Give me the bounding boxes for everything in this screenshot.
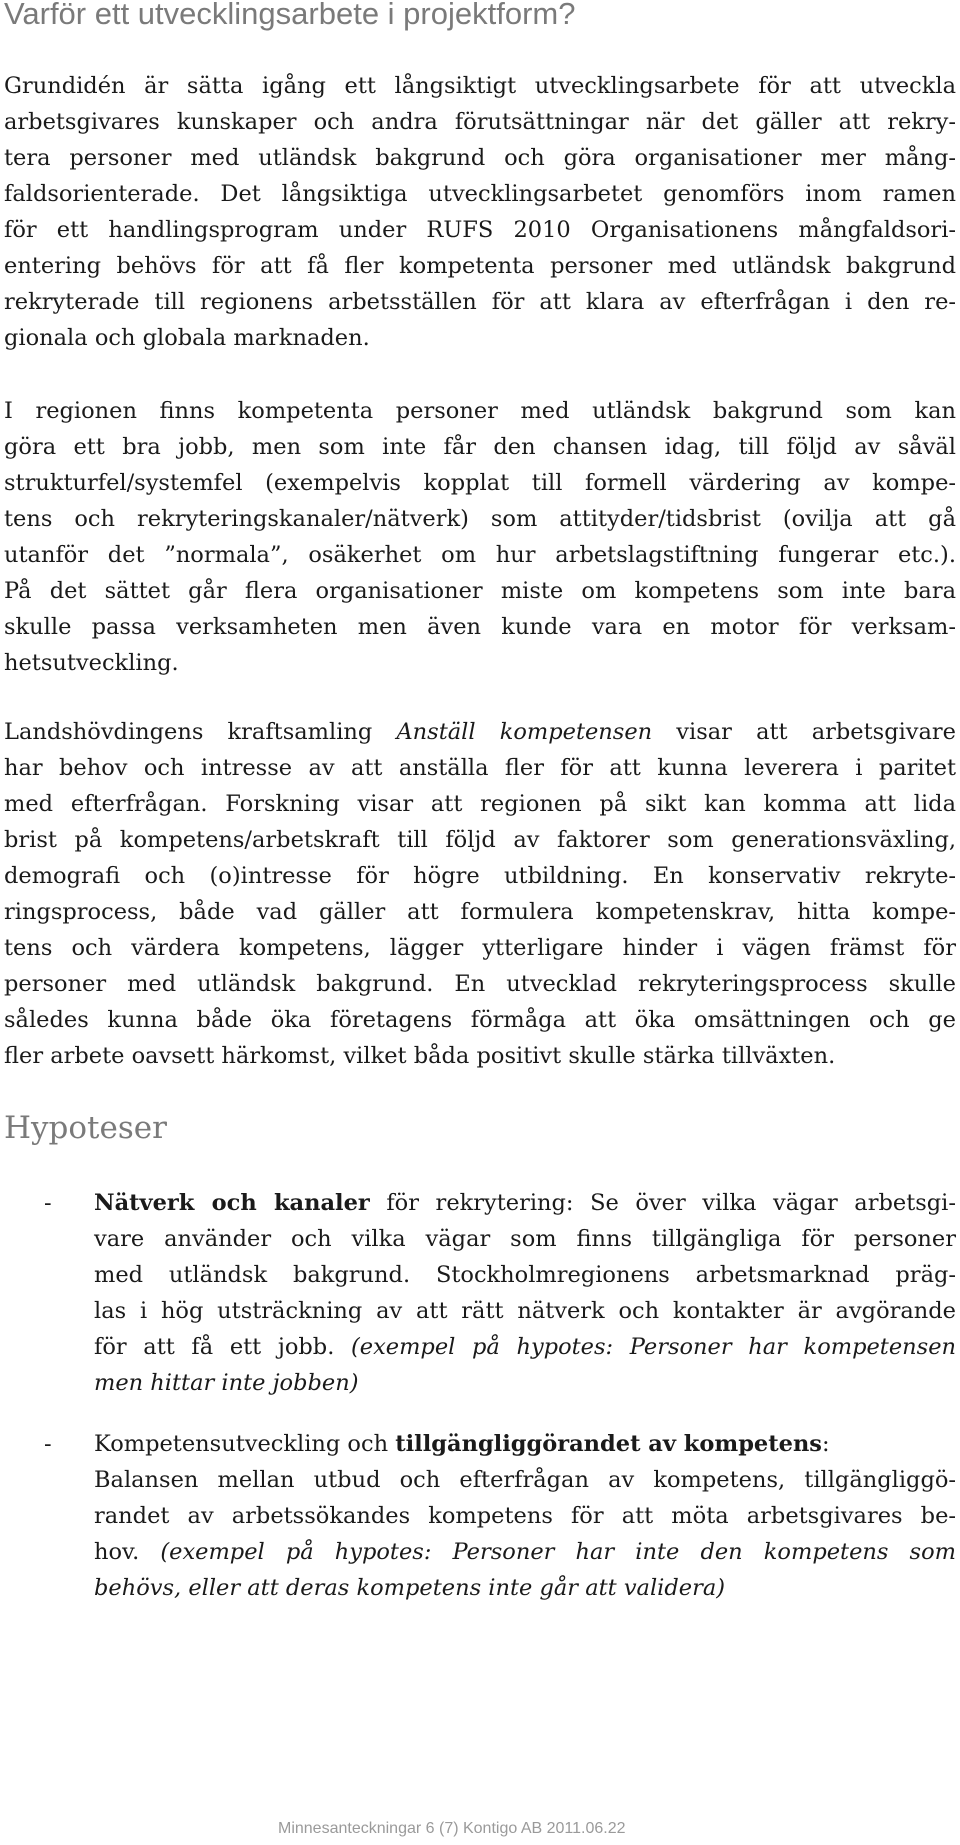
section-heading: Varför ett utvecklingsarbete i projektform? (4, 0, 576, 31)
paragraph-text: för att få ett jobb. (94, 1334, 351, 1360)
paragraph-line: På det sättet går flera organisationer miste om kompetens som inte bara (4, 578, 956, 604)
paragraph-line: med efterfrågan. Forskning visar att regionen på sikt kan komma att lida (4, 791, 956, 817)
paragraph-line: har behov och intresse av att anställa fler för att kunna leverera i paritet (4, 755, 956, 781)
paragraph-line: brist på kompetens/arbetskraft till följd av faktorer som generationsväxling, (4, 827, 956, 853)
hypothesis-example: behövs, eller att deras kompetens inte går att validera) (94, 1575, 726, 1601)
paragraph-line: rekryterade till regionens arbetsställen för att klara av efterfrågan i den re- (4, 289, 956, 315)
paragraph-line: strukturfel/systemfel (exempelvis kopplat till formell värdering av kompe- (4, 470, 956, 496)
paragraph-line: Grundidén är sätta igång ett långsiktigt utvecklingsarbete för att utveckla (4, 73, 956, 99)
paragraph-line: entering behövs för att få fler kompetenta personer med utländsk bakgrund (4, 253, 956, 279)
paragraph-line: gionala och globala marknaden. (4, 325, 370, 351)
paragraph-line: demografi och (o)intresse för högre utbildning. En konservativ rekryte- (4, 863, 956, 889)
paragraph-line (94, 1365, 956, 1401)
paragraph-line: utanför det ”normala”, osäkerhet om hur arbetslagstiftning fungerar etc.). (4, 542, 956, 568)
paragraph-line: personer med utländsk bakgrund. En utvecklad rekryteringsprocess skulle (4, 971, 956, 997)
paragraph-line: las i hög utsträckning av att rätt nätverk och kontakter är avgörande (94, 1298, 956, 1324)
paragraph-line (4, 714, 956, 750)
paragraph-line: fler arbete oavsett härkomst, vilket båda positivt skulle stärka tillväxten. (4, 1043, 836, 1069)
paragraph-text: hov. (94, 1539, 161, 1565)
bullet-dash: - (44, 1190, 52, 1216)
paragraph-text: Landshövdingens kraftsamling (4, 719, 397, 745)
initiative-title: Anställ kompetensen (396, 719, 653, 745)
paragraph-line: tens och värdera kompetens, lägger ytterligare hinder i vägen främst för (4, 935, 956, 961)
paragraph-line: hetsutveckling. (4, 650, 179, 676)
hypothesis-title: tillgängliggörandet av kompetens (395, 1431, 822, 1457)
page-footer: Minnesanteckningar 6 (7) Kontigo AB 2011.06.22 (278, 1820, 626, 1837)
paragraph-line: faldsorienterade. Det långsiktiga utvecklingsarbetet genomförs inom ramen (4, 181, 956, 207)
paragraph-line: således kunna både öka företagens förmåga att öka omsättningen och ge (4, 1007, 956, 1033)
paragraph-line: I regionen finns kompetenta personer med utländsk bakgrund som kan (4, 398, 956, 424)
paragraph-line (94, 1570, 956, 1606)
paragraph-text: visar att arbetsgivare (652, 719, 956, 745)
paragraph-line: vare använder och vilka vägar som finns tillgängliga för personer (94, 1226, 956, 1252)
paragraph-line: arbetsgivares kunskaper och andra förutsättningar när det gäller att rekry- (4, 109, 956, 135)
paragraph-line: skulle passa verksamheten men även kunde vara en motor för verksam- (4, 614, 956, 640)
paragraph-text: : (821, 1431, 830, 1457)
paragraph-line: ringsprocess, både vad gäller att formulera kompetenskrav, hitta kompe- (4, 899, 956, 925)
paragraph-line: tera personer med utländsk bakgrund och göra organisationer mer mång- (4, 145, 956, 171)
bullet-dash: - (44, 1431, 52, 1457)
hypothesis-title: Nätverk och kanaler (94, 1190, 370, 1216)
paragraph-line: med utländsk bakgrund. Stockholmregionens arbetsmarknad präg- (94, 1262, 956, 1288)
paragraph-line: tens och rekryteringskanaler/nätverk) som attityder/tidsbrist (ovilja att gå (4, 506, 956, 532)
paragraph-line: Balansen mellan utbud och efterfrågan av kompetens, tillgängliggö- (94, 1467, 956, 1493)
hypothesis-example: men hittar inte jobben) (94, 1370, 359, 1396)
paragraph-purpose (4, 68, 956, 356)
paragraph-line (94, 1534, 956, 1570)
paragraph-line: randet av arbetssökandes kompetens för att möta arbetsgivares be- (94, 1503, 956, 1529)
hypothesis-text (94, 1185, 956, 1401)
paragraph-governor (4, 714, 956, 1074)
paragraph-line: göra ett bra jobb, men som inte får den chansen idag, till följd av såväl (4, 434, 956, 460)
paragraph-text: Kompetensutveckling och (94, 1431, 396, 1457)
paragraph-line: för ett handlingsprogram under RUFS 2010 Organisationens mångfaldsori- (4, 217, 956, 243)
paragraph-line (94, 1329, 956, 1365)
hypothesis-example: (exempel på hypotes: Personer har kompetensen (351, 1334, 956, 1360)
hypothesis-text (94, 1426, 956, 1606)
paragraph-text: för rekrytering: Se över vilka vägar arbetsgi- (369, 1190, 956, 1216)
paragraph-line (94, 1426, 956, 1462)
paragraph-line (94, 1185, 956, 1221)
hypothesis-example: (exempel på hypotes: Personer har inte den kompetens som (160, 1539, 956, 1565)
hypotheses-heading: Hypoteser (4, 1110, 167, 1146)
paragraph-region (4, 393, 956, 681)
